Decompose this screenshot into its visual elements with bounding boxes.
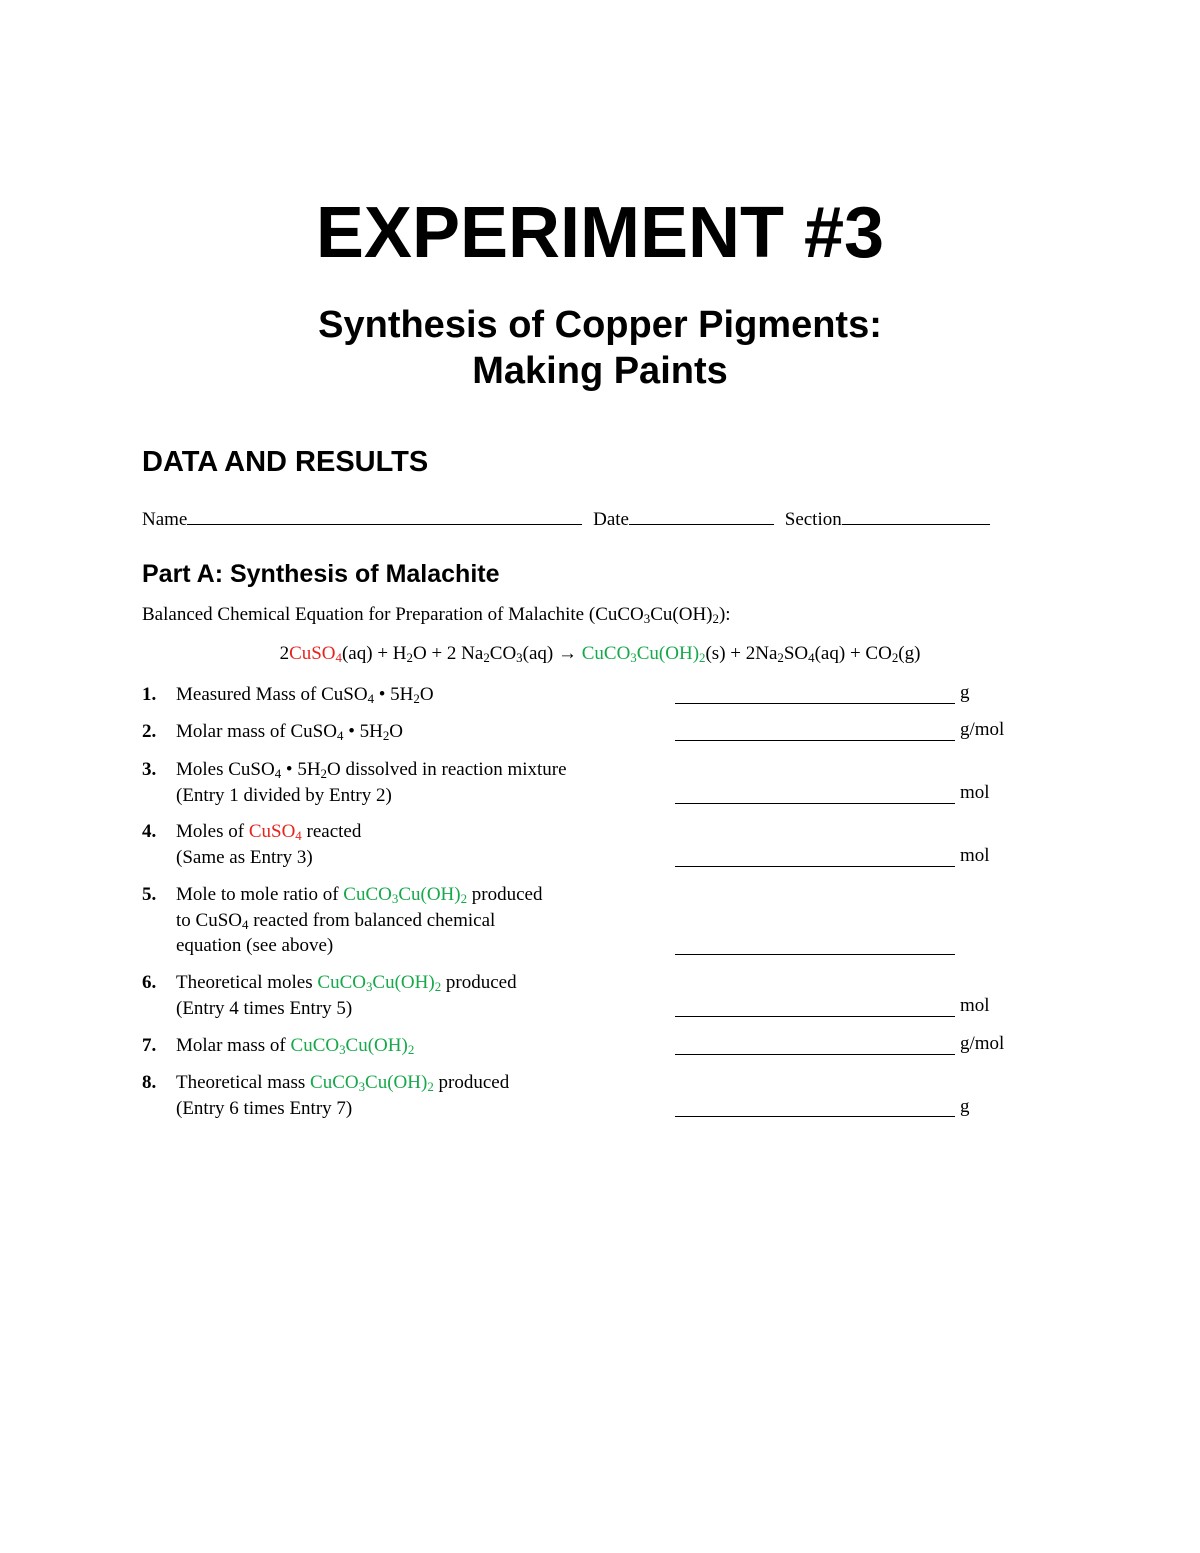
entry-1-unit: g: [960, 682, 970, 703]
entry-description: Moles of CuSO$_4$ reacted (Same as Entry 3): [176, 821, 362, 868]
entry-description: Theoretical moles $CuCO_3Cu(OH)_2$ produced (Entry 4 times Entry 5): [176, 972, 517, 1019]
name-label: Name: [142, 509, 188, 530]
entry-8-unit: g: [960, 1096, 970, 1117]
entry-number: 1.: [142, 684, 157, 705]
subtitle-line-2: Making Paints: [472, 350, 728, 392]
date-field[interactable]: [629, 506, 774, 525]
entry-6-unit: mol: [960, 995, 990, 1016]
entry-7-unit: g/mol: [960, 1033, 1005, 1054]
entry-number: 6.: [142, 972, 157, 993]
equation-term-aq: $(aq) + H_2O + 2$ $Na_2CO_3(aq)$ →: [341, 643, 582, 666]
entry-number: 8.: [142, 1072, 157, 1093]
entry-number: 4.: [142, 821, 157, 842]
entry-5-answer-line[interactable]: [675, 954, 955, 955]
entry-6-answer-line[interactable]: [675, 1016, 955, 1017]
entry-description: Molar mass of $CuCO_3Cu(OH)_2$: [176, 1035, 415, 1058]
entry-4-unit: mol: [960, 845, 990, 866]
entry-description: Mole to mole ratio of $CuCO_3Cu(OH)_2$ produced to CuSO$_4$ reacted from balanced chemical equation (see above): [176, 884, 543, 956]
section-field[interactable]: [842, 506, 990, 525]
equation-product-malachite: $CuCO_3Cu(OH)_2$: [581, 643, 706, 666]
entry-description: Molar mass of CuSO$_4$ • $5H_2O$: [176, 721, 403, 744]
entry-7-answer-line[interactable]: [675, 1054, 955, 1055]
entry-4-answer-line[interactable]: [675, 866, 955, 867]
entry-number: 2.: [142, 721, 157, 742]
entry-description: Theoretical mass $CuCO_3Cu(OH)_2$ produced (Entry 6 times Entry 7): [176, 1072, 510, 1119]
header-fields: [142, 506, 990, 531]
equation-reactant-cuso4: CuSO$_4$: [289, 643, 342, 666]
equation-intro: Balanced Chemical Equation for Preparation of Malachite $(CuCO_3Cu(OH)_2)$:: [142, 604, 731, 627]
entry-number: 7.: [142, 1035, 157, 1056]
section-label: Section: [784, 509, 842, 530]
entry-2-answer-line[interactable]: [675, 740, 955, 741]
entry-1-answer-line[interactable]: [675, 703, 955, 704]
equation-coef-cuso4: 2: [279, 643, 290, 664]
entry-3-answer-line[interactable]: [675, 803, 955, 804]
section-heading: DATA AND RESULTS: [142, 446, 429, 478]
part-a-heading: Part A: Synthesis of Malachite: [142, 560, 500, 588]
entry-description: Moles CuSO$_4$ • $5H_2O$ dissolved in reaction mixture (Entry 1 divided by Entry 2): [176, 759, 567, 806]
entry-number: 5.: [142, 884, 157, 905]
entry-number: 3.: [142, 759, 157, 780]
entry-description: Measured Mass of CuSO$_4$ • $5H_2O$: [176, 684, 434, 707]
date-label: Date: [593, 509, 629, 530]
balanced-equation: [0, 643, 1200, 665]
subtitle-line-1: Synthesis of Copper Pigments:: [318, 304, 882, 346]
entry-3-unit: mol: [960, 782, 990, 803]
equation-term-rest: $(s) + 2Na_2SO_4(aq) + CO_2(g)$: [705, 643, 921, 666]
page-title: EXPERIMENT #3: [315, 193, 885, 273]
entry-8-answer-line[interactable]: [675, 1116, 955, 1117]
page-subtitle: [0, 302, 1200, 394]
entry-2-unit: g/mol: [960, 719, 1005, 740]
name-field[interactable]: [187, 506, 582, 525]
